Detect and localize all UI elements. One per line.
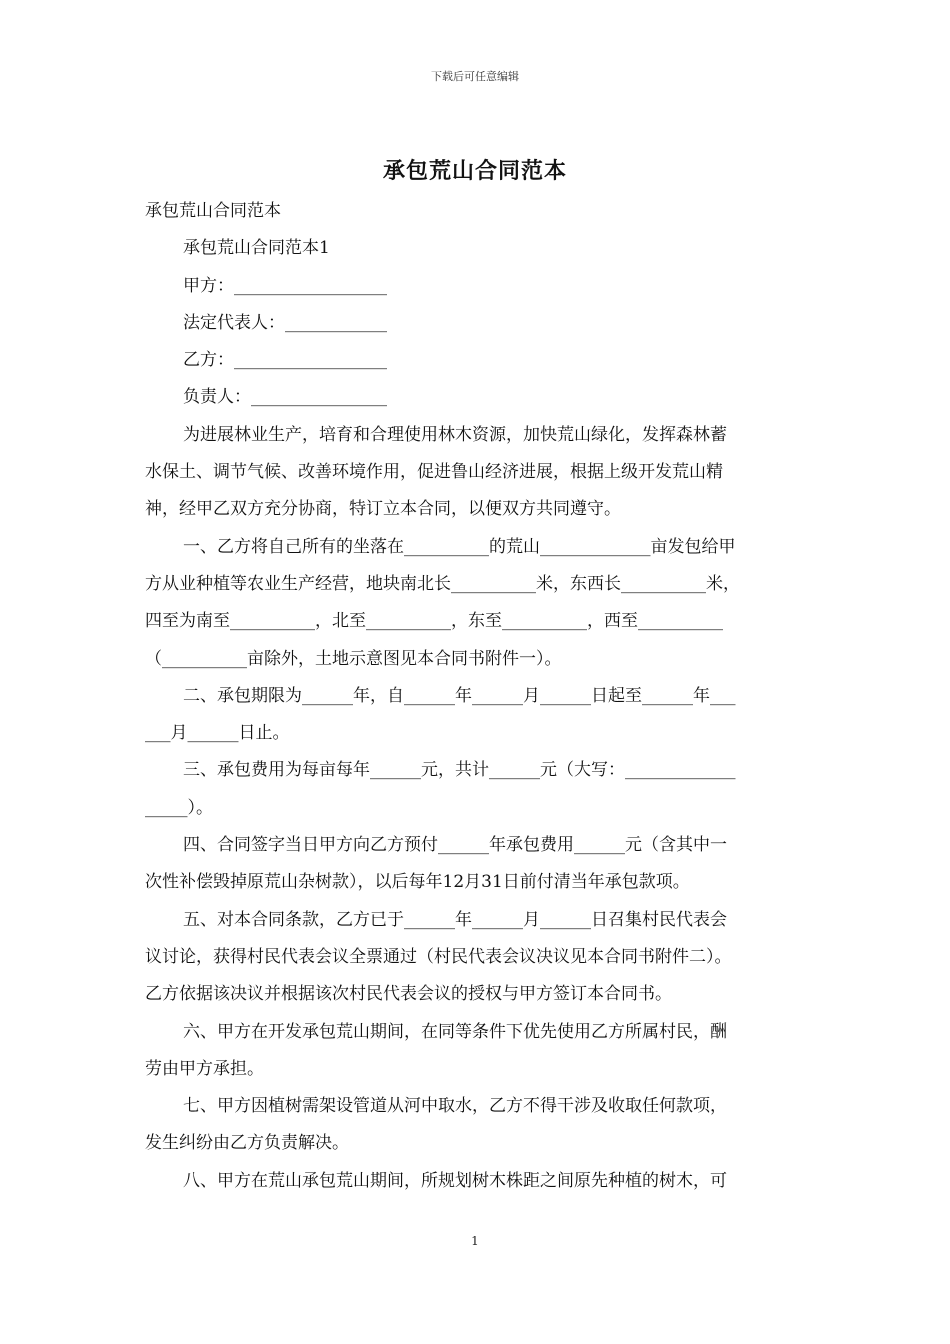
body-line: 四至为南至__________，北至__________，东至__________，西至__________ <box>145 611 723 632</box>
body-line: 七、甲方因植树需架设管道从河中取水，乙方不得干涉及收取任何款项， <box>183 1096 727 1117</box>
body-line: ___月______日止。 <box>145 723 290 744</box>
body-line: 四、合同签字当日甲方向乙方预付______年承包费用______元（含其中一 <box>183 835 727 856</box>
body-line: 次性补偿毁掉原荒山杂树款），以后每年12月31日前付清当年承包款项。 <box>145 872 690 893</box>
body-line: 水保土、调节气候、改善环境作用，促进鲁山经济进展，根据上级开发荒山精 <box>145 462 723 483</box>
body-line: 五、对本合同条款，乙方已于______年______月______日召集村民代表会 <box>183 909 727 930</box>
body-line: 一、乙方将自己所有的坐落在__________的荒山_____________亩发包给甲 <box>183 536 736 557</box>
body-line: 八、甲方在荒山承包荒山期间，所规划树木株距之间原先种植的树木，可 <box>183 1170 727 1191</box>
body-line: 议讨论，获得村民代表会议全票通过（村民代表会议决议见本合同书附件二）。 <box>145 946 732 967</box>
body-line: 发生纠纷由乙方负责解决。 <box>145 1133 349 1154</box>
body-line: 负责人：________________ <box>183 387 387 408</box>
body-line: _____）。 <box>145 797 213 818</box>
body-line: 乙方：__________________ <box>183 350 387 371</box>
body-line: 法定代表人：____________ <box>183 312 387 333</box>
body-line: 方从业种植等农业生产经营，地块南北长__________米，东西长__________米， <box>145 573 740 594</box>
body-line: 承包荒山合同范本1 <box>183 238 330 259</box>
body-line: 为进展林业生产，培育和合理使用林木资源，加快荒山绿化，发挥森林蓄 <box>183 424 727 445</box>
document-body <box>145 193 809 1200</box>
body-line: 神，经甲乙双方充分协商，特订立本合同，以便双方共同遵守。 <box>145 499 621 520</box>
page-header-note: 下载后可任意编辑 <box>431 70 519 83</box>
body-line: 三、承包费用为每亩每年______元，共计______元（大写：_____________ <box>183 760 736 781</box>
page-number: 1 <box>471 1234 479 1248</box>
body-line: 二、承包期限为______年，自______年______月______日起至______年___ <box>183 685 736 706</box>
body-line: 承包荒山合同范本 <box>145 201 281 221</box>
document-title: 承包荒山合同范本 <box>382 159 567 184</box>
body-line: 六、甲方在开发承包荒山期间，在同等条件下优先使用乙方所属村民，酬 <box>183 1021 727 1042</box>
body-line: （__________亩除外，土地示意图见本合同书附件一）。 <box>145 648 562 669</box>
body-line: 劳由甲方承担。 <box>145 1058 264 1079</box>
body-line: 甲方：__________________ <box>183 275 387 296</box>
body-line: 乙方依据该决议并根据该次村民代表会议的授权与甲方签订本合同书。 <box>145 984 672 1005</box>
